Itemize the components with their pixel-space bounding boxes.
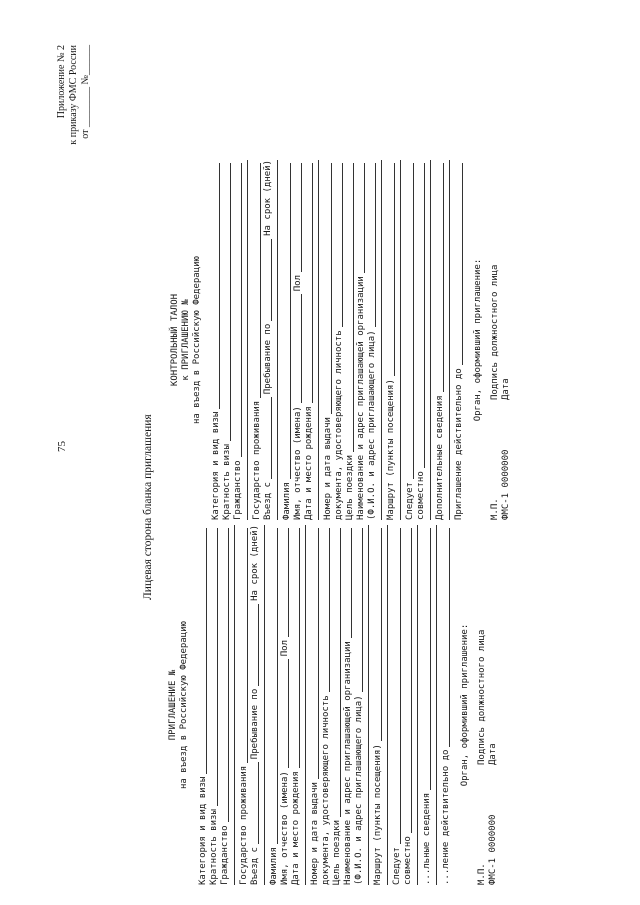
invitation-valid-row: ...ление действительно до (441, 525, 452, 885)
invitation-purpose-row: Цель поездки (332, 525, 343, 885)
control-valid-row: Приглашение действительно до (454, 160, 465, 520)
control-title: КОНТРОЛЬНЫЙ ТАЛОН (170, 293, 180, 387)
control-stub-form (170, 160, 512, 520)
control-entry-heading: на въезд в Российскую Федерацию (192, 256, 202, 424)
control-route-row: Маршрут (пункты посещения) (386, 160, 397, 520)
invitation-title: ПРИГЛАШЕНИЕ № (168, 669, 178, 741)
invitation-together-row: совместно (403, 525, 414, 885)
control-together-row: совместно (416, 160, 427, 520)
sheet-title: Лицевая сторона бланка приглашения (142, 414, 154, 600)
control-names-row: Имя, отчество (имена) Пол (293, 160, 304, 520)
invitation-org-row: Наименование и адрес приглашающей организации (343, 525, 354, 885)
control-purpose-row: Цель поездки (345, 160, 356, 520)
invitation-dates-row: Въезд с Пребывание по На срок (дней) (250, 525, 260, 885)
control-dates-row: Въезд с Пребывание по На срок (дней) (263, 160, 273, 520)
invitation-visa-multiplicity-row: Кратность визы (209, 525, 220, 885)
appendix-line-2: к приказу ФМС России (68, 45, 79, 145)
control-org-row: Наименование и адрес приглашающей организации (356, 160, 367, 520)
invitation-route-row: Маршрут (пункты посещения) (373, 525, 384, 885)
invitation-citizenship-row: Гражданство (220, 525, 231, 885)
control-person-row: (Ф.И.О. и адрес приглашающего лица) (367, 160, 378, 520)
control-birth-row: Дата и место рождения (304, 160, 315, 520)
invitation-surname-row: Фамилия (269, 525, 280, 885)
invitation-visa-category-row: Категория и вид визы (198, 525, 209, 885)
appendix-line-3: от ________ №______ (80, 45, 91, 139)
control-doc-number-row: Номер и дата выдачи (323, 160, 334, 520)
control-code-row: ФМС-1 0000000 Дата (501, 378, 511, 520)
control-signature-row: М.П. Подпись должностного лица (490, 264, 500, 520)
control-travels-row: Следует (405, 160, 416, 520)
invitation-doc-number-row: Номер и дата выдачи (310, 525, 321, 885)
invitation-code-row: ФМС-1 0000000 Дата (488, 743, 498, 885)
control-visa-multiplicity-row: Кратность визы (222, 160, 233, 520)
invitation-doc-identity-row: документа, удостоверяющего личность (321, 525, 332, 885)
appendix-line-1: Приложение № 2 (56, 45, 67, 119)
invitation-residence-row: Государство проживания (239, 525, 250, 885)
control-issuing-organ: Орган, оформивший приглашение: (473, 258, 483, 422)
control-invitation-number: к ПРИГЛАШЕНИЮ № (181, 299, 191, 381)
invitation-additional-row: ...льные сведения (422, 525, 433, 885)
page-number: 75 (56, 441, 68, 452)
control-visa-category-row: Категория и вид визы (211, 160, 222, 520)
control-residence-row: Государство проживания (252, 160, 263, 520)
invitation-entry-heading: на въезд в Российскую Федерацию (179, 621, 189, 789)
invitation-birth-row: Дата и место рождения (291, 525, 302, 885)
control-citizenship-row: Гражданство (233, 160, 244, 520)
invitation-signature-row: М.П. Подпись должностного лица (477, 629, 487, 885)
invitation-person-row: (Ф.И.О. и адрес приглашающего лица) (354, 525, 365, 885)
control-doc-identity-row: документа, удостоверяющего личность (334, 160, 345, 520)
control-additional-row: Дополнительные сведения (435, 160, 446, 520)
invitation-form (168, 525, 499, 885)
invitation-travels-row: Следует (392, 525, 403, 885)
appendix-note (56, 45, 92, 185)
control-surname-row: Фамилия (282, 160, 293, 520)
invitation-issuing-organ: Орган, оформивший приглашение: (460, 623, 470, 787)
invitation-names-row: Имя, отчество (имена) Пол (280, 525, 291, 885)
